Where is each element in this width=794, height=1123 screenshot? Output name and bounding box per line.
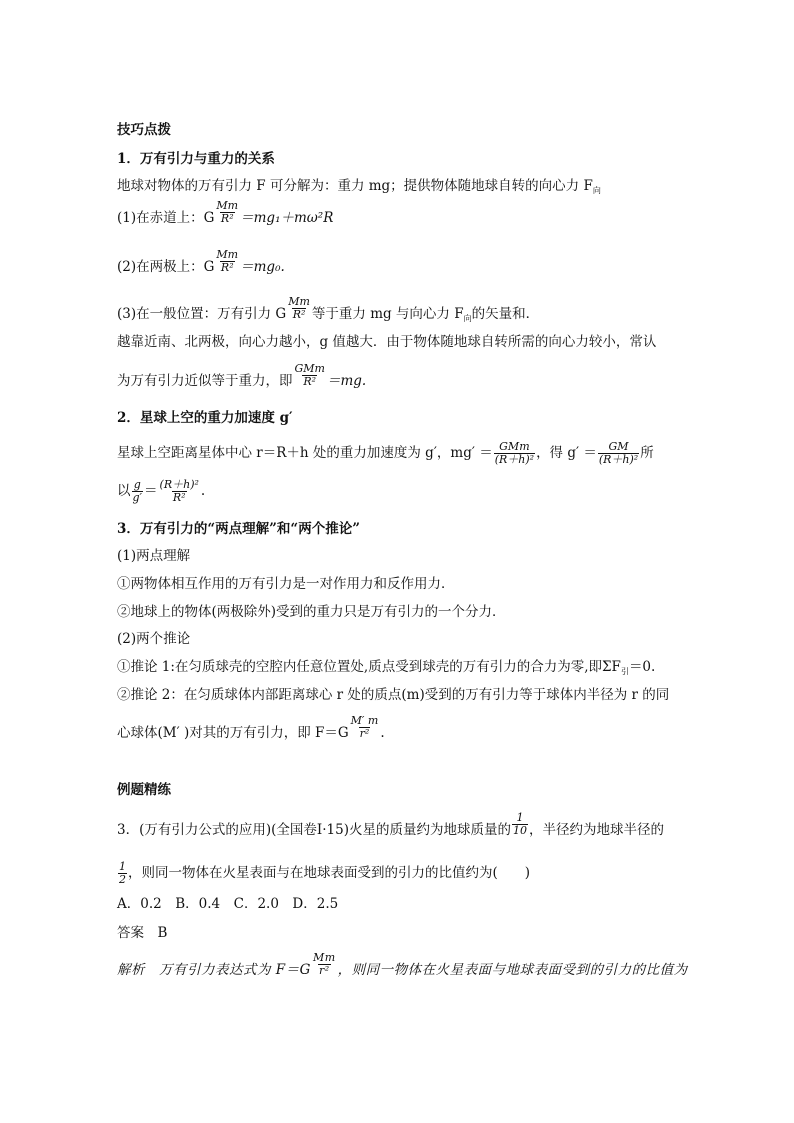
subheading-two-corollaries: (2)两个推论 bbox=[117, 631, 191, 647]
analysis: 解析 万有引力表达式为 F＝G $\frac{Mm}{\text{r²}}$ ，则同一物体在火星表面与地球表面受到的引力的比值为 bbox=[117, 951, 688, 978]
equation-poles: (2)在两极上：G $\frac{Mm}{\text{R²}}$ ＝mg₀. bbox=[117, 248, 285, 275]
fraction: $\frac{M' m}{\text{r²}}$ bbox=[350, 714, 379, 740]
paragraph-5: 以 $\frac{g}{g'}$ ＝ $\frac{\text{(R＋h)²}}{\text{R²}}$ . bbox=[117, 478, 206, 504]
fraction: $\frac{1}{10}$ bbox=[512, 811, 527, 837]
answer: 答案 B bbox=[117, 925, 168, 941]
options: A．0.2 B．0.4 C．2.0 D．2.5 bbox=[117, 896, 339, 912]
paragraph-3: 为万有引力近似等于重力，即 $\frac{\text{GMm}}{\text{R²}}$ ＝mg. bbox=[117, 362, 367, 389]
equation-equator: (1)在赤道上：G $\frac{Mm}{\text{R²}}$ ＝mg₁＋mω²R bbox=[117, 199, 334, 226]
fraction: $\frac{g}{g'}$ bbox=[132, 478, 143, 504]
fraction: $\frac{Mm}{\text{r²}}$ bbox=[312, 951, 336, 977]
fraction: $\frac{1}{2}$ bbox=[119, 860, 126, 886]
fraction: $\frac{\text{GMm}}{\text{(R＋h)²}}$ bbox=[494, 440, 535, 466]
paragraph-1: 地球对物体的万有引力 F 可分解为：重力 mg；提供物体随地球自转的向心力 $F_向$ bbox=[117, 178, 601, 195]
fraction: $\frac{GM}{\text{(R＋h)²}}$ bbox=[598, 440, 639, 466]
point-2: ②地球上的物体(两极除外)受到的重力只是万有引力的一个分力． bbox=[117, 604, 506, 620]
heading-2: 2．星球上空的重力加速度 g′ bbox=[117, 410, 293, 426]
corollary-2-cont: 心球体(M′ )对其的万有引力，即 F＝G $\frac{M' m}{\text{r²}}$ . bbox=[117, 714, 385, 741]
fraction: $\frac{\text{(R＋h)²}}{\text{R²}}$ bbox=[159, 478, 199, 504]
heading-3: 3．万有引力的“两点理解”和“两个推论” bbox=[117, 521, 360, 537]
corollary-1: ①推论 1:在匀质球壳的空腔内任意位置处,质点受到球壳的万有引力的合力为零,即$\Sigma F_引=0$. bbox=[117, 659, 656, 676]
subheading-two-points: (1)两点理解 bbox=[117, 548, 191, 564]
heading-1: 1．万有引力与重力的关系 bbox=[117, 151, 275, 167]
fraction: $\frac{Mm}{\text{R²}}$ bbox=[216, 199, 239, 225]
corollary-2: ②推论 2：在匀质球体内部距离球心 r 处的质点(m)受到的万有引力等于球体内半径为 r 的同 bbox=[117, 687, 670, 703]
fraction: $\frac{\text{GMm}}{\text{R²}}$ bbox=[294, 362, 325, 388]
question: 3．(万有引力公式的应用)(全国卷Ⅰ·15)火星的质量约为地球质量的 $\frac{1}{10}$ ，半径约为地球半径的 bbox=[117, 811, 664, 838]
equation-general: (3)在一般位置：万有引力 G $\frac{Mm}{\text{R²}}$ 等于重力 mg 与向心力 $F_向$的矢量和． bbox=[117, 295, 540, 323]
fraction: $\frac{Mm}{\text{R²}}$ bbox=[216, 248, 239, 274]
fraction: $\frac{Mm}{\text{R²}}$ bbox=[288, 295, 310, 321]
section-heading-tips: 技巧点拨 bbox=[117, 122, 171, 138]
point-1: ①两物体相互作用的万有引力是一对作用力和反作用力． bbox=[117, 576, 455, 592]
paragraph-4: 星球上空距离星体中心 r＝R＋h 处的重力加速度为 g′，mg′ ＝ $\frac{\text{GMm}}{\text{(R＋h)²}}$ ，得 g′ ＝ $\frac{GM}{\text{(R＋h)²}}$ 所 bbox=[117, 440, 654, 466]
question-cont: $\frac{1}{2}$ ，则同一物体在火星表面与在地球表面受到的引力的比值约为( ) bbox=[119, 860, 531, 886]
paragraph-2: 越靠近南、北两极，向心力越小，g 值越大．由于物体随地球自转所需的向心力较小，常认 bbox=[117, 334, 657, 350]
section-heading-examples: 例题精练 bbox=[117, 782, 171, 798]
